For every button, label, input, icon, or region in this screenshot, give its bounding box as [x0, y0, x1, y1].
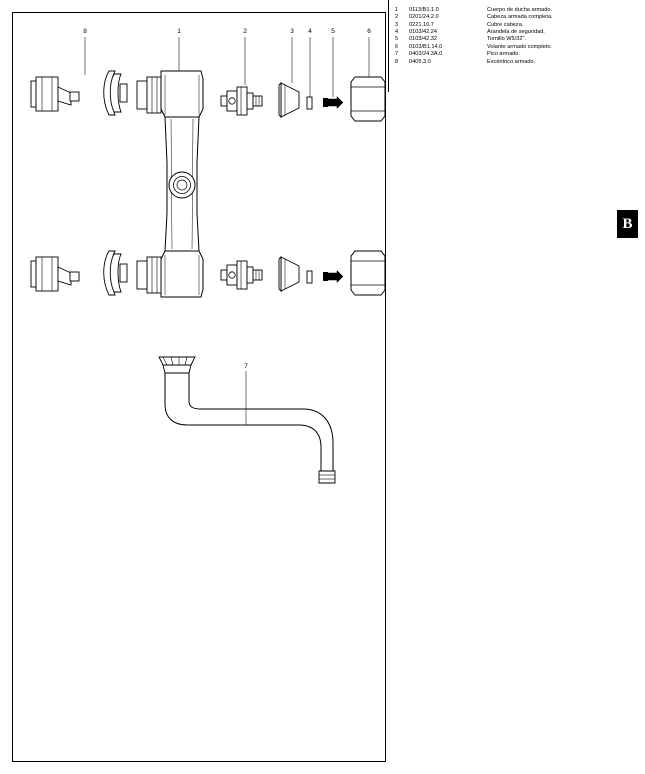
part-handle-upper [351, 77, 385, 121]
part-code: 0103/42.24 [409, 29, 437, 36]
table-row [395, 59, 641, 66]
part-description: Pico armado. [487, 51, 520, 58]
part-shower-body [137, 71, 203, 297]
part-handle-lower [351, 251, 385, 295]
parts-list-table [395, 7, 641, 66]
part-item-number: 3 [395, 21, 399, 28]
callout-2: 2 [243, 28, 247, 35]
part-flange-lower [104, 251, 127, 295]
part-headset-lower [221, 261, 262, 289]
part-code: 0103/42.32 [409, 36, 437, 43]
part-description: Cubre cabeza. [487, 21, 524, 28]
section-tab-b [617, 210, 638, 238]
part-flange-upper [104, 71, 127, 115]
part-eccentric-lower [31, 257, 79, 291]
part-eccentric-upper [31, 77, 79, 111]
part-code: 0221.10.7 [409, 21, 434, 28]
part-description: Cuerpo de ducha armado. [487, 6, 552, 13]
part-washer-upper [307, 97, 312, 109]
part-code: 0403/24.3A.0 [409, 51, 443, 58]
table-row [395, 14, 641, 21]
callout-1: 1 [177, 28, 181, 35]
table-row [395, 37, 641, 44]
callout-6: 6 [367, 28, 371, 35]
part-cap-upper [279, 83, 299, 117]
table-row [395, 7, 641, 14]
parts-list [388, 0, 645, 92]
part-cap-lower [279, 257, 299, 291]
part-item-number: 5 [395, 36, 399, 43]
part-item-number: 6 [395, 43, 399, 50]
callout-3: 3 [290, 28, 294, 35]
exploded-view-diagram [12, 12, 386, 762]
callout-labels [83, 28, 371, 370]
table-row [395, 22, 641, 29]
part-headset-upper [221, 87, 262, 115]
table-row [395, 44, 641, 51]
callout-4: 4 [308, 28, 312, 35]
table-row [395, 51, 641, 58]
part-description: Tornillo W5/32". [487, 36, 526, 43]
part-screw-lower [323, 271, 343, 283]
part-description: Volante armado completo. [487, 43, 552, 50]
part-item-number: 7 [395, 51, 399, 58]
callout-7: 7 [244, 363, 248, 370]
part-code: 0103/B1.14.0 [409, 43, 443, 50]
part-spout [159, 357, 335, 483]
section-tab-letter: B [622, 215, 633, 232]
part-screw-upper [323, 97, 343, 109]
part-code: 0113/B1.1.0 [409, 6, 439, 13]
part-item-number: 1 [395, 6, 399, 13]
part-code: 0405.3.0 [409, 58, 431, 65]
callout-8: 8 [83, 28, 87, 35]
upper-assembly-row [31, 71, 385, 121]
callout-5: 5 [331, 28, 335, 35]
part-description: Arandela de seguridad. [487, 29, 545, 36]
part-item-number: 2 [395, 14, 399, 21]
part-washer-lower [307, 271, 312, 283]
part-description: Excéntrico armado. [487, 58, 536, 65]
diagram-canvas [13, 13, 385, 761]
part-item-number: 8 [395, 58, 399, 65]
part-item-number: 4 [395, 29, 399, 36]
table-row [395, 29, 641, 36]
part-description: Cabeza armada completa. [487, 14, 553, 21]
part-code: 0201/24.2.0 [409, 14, 439, 21]
lower-assembly-row [31, 251, 385, 295]
parts-list-body [395, 7, 641, 66]
